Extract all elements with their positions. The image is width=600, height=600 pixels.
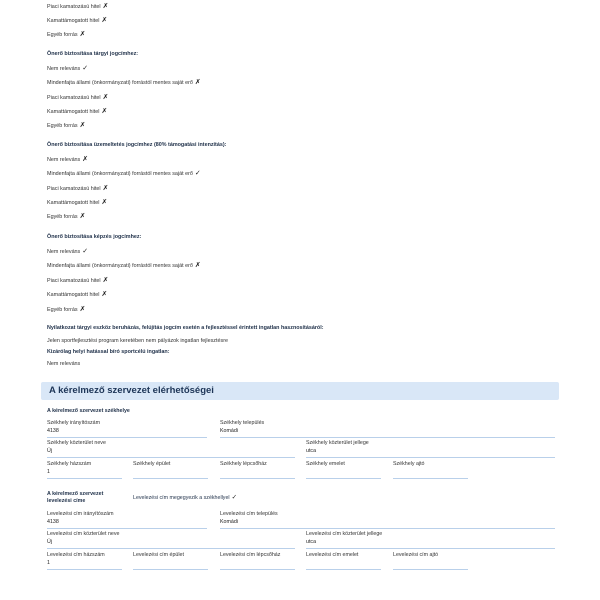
list-item (47, 198, 107, 206)
levelezesi-iranyitoszam-label: Levelezési cím irányítószám (47, 511, 114, 517)
check-icon: ✓ (82, 248, 89, 255)
list-item (47, 184, 109, 192)
cross-icon: ✗ (102, 94, 109, 101)
szekhely-heading: A kérelmező szervezet székhelye (47, 408, 130, 414)
kepzes-heading: Önerő biztosítása képzés jogcímhez: (47, 234, 142, 240)
szekhely-emelet-label: Székhely emelet (306, 461, 345, 467)
szekhely-kozterulet-neve-value[interactable]: Új (47, 448, 53, 454)
list-item (47, 2, 109, 10)
list-item (47, 121, 85, 129)
szekhely-kozterulet-jellege-value[interactable]: utca (306, 448, 317, 454)
cross-icon: ✗ (101, 108, 108, 115)
field-underline (306, 548, 555, 549)
list-item (47, 276, 109, 284)
kizarolag-value: Nem releváns (47, 361, 81, 367)
field-underline (47, 548, 295, 549)
szekhely-lepcsohaz-label: Székhely lépcsőház (220, 461, 267, 467)
list-item (47, 107, 107, 115)
levelezesi-kozterulet-neve-value[interactable]: Új (47, 539, 53, 545)
item-label: Nem releváns (47, 66, 81, 72)
uzemeltetes-heading: Önerő biztosítása üzemeltetés jogcímhez (80% támogatási intenzitás): (47, 142, 227, 148)
field-underline (47, 569, 122, 570)
szekhely-kozterulet-jellege-label: Székhely közterület jellege (306, 440, 369, 446)
szekhely-telepules-label: Székhely település (220, 420, 265, 426)
levelezesi-ajto-label: Levelezési cím ajtó (393, 552, 439, 558)
cross-icon: ✗ (102, 277, 109, 284)
list-item (47, 93, 109, 101)
item-label: Nem releváns (47, 157, 81, 163)
levelezesi-epulet-label: Levelezési cím épület (133, 552, 184, 558)
cross-icon: ✗ (101, 17, 108, 24)
check-icon: ✓ (231, 494, 238, 501)
cross-icon: ✗ (102, 185, 109, 192)
levelezesi-telepules-value[interactable]: Komádi (220, 519, 238, 525)
targyi-heading: Önerő biztosítása tárgyi jogcímhez: (47, 51, 139, 57)
levelezesi-hazszam-value[interactable]: 1 (47, 560, 50, 566)
item-label: Egyéb forrás (47, 214, 78, 220)
list-item (47, 155, 88, 163)
field-underline (47, 528, 207, 529)
list-item (47, 305, 85, 313)
list-item (47, 64, 88, 72)
cross-icon: ✗ (79, 31, 86, 38)
szekhely-hazszam-label: Székhely házszám (47, 461, 92, 467)
check-icon: ✓ (194, 170, 201, 177)
item-label: Piaci kamatozású hitel (47, 4, 101, 10)
item-label: Kamattámogatott hitel (47, 292, 100, 298)
item-label: Egyéb forrás (47, 32, 78, 38)
list-item (47, 169, 201, 177)
list-item (47, 78, 201, 86)
field-underline (47, 478, 122, 479)
item-label: Mindenfajta állami (önkormányzati) forrástól mentes saját erő (47, 263, 193, 269)
szekhely-kozterulet-neve-label: Székhely közterület neve (47, 440, 106, 446)
field-underline (220, 528, 555, 529)
field-underline (306, 478, 381, 479)
item-label: Kamattámogatott hitel (47, 109, 100, 115)
field-underline (47, 437, 207, 438)
nyilatkozat-heading: Nyilatkozat tárgyi eszköz beruházás, felújítás jogcím esetén a fejlesztéssel érintett ingatlan hasznosításáról: (47, 325, 324, 331)
item-label: Mindenfajta állami (önkormányzati) forrástól mentes saját erő (47, 80, 193, 86)
levelezesi-heading: A kérelmező szervezet levelezési címe (47, 491, 104, 504)
szekhely-iranyitoszam-label: Székhely irányítószám (47, 420, 100, 426)
levelezesi-lepcsohaz-label: Levelezési cím lépcsőház (220, 552, 281, 558)
item-label: Egyéb forrás (47, 123, 78, 129)
list-item (47, 247, 88, 255)
item-label: Mindenfajta állami (önkormányzati) forrástól mentes saját erő (47, 171, 193, 177)
cross-icon: ✗ (102, 3, 109, 10)
cross-icon: ✗ (101, 199, 108, 206)
field-underline (220, 569, 295, 570)
cross-icon: ✗ (79, 122, 86, 129)
check-icon: ✓ (82, 65, 89, 72)
szekhely-ajto-label: Székhely ajtó (393, 461, 425, 467)
szekhely-epulet-label: Székhely épület (133, 461, 171, 467)
cross-icon: ✗ (79, 306, 86, 313)
nyilatkozat-value: Jelen sportfejlesztési program keretében nem pályázok ingatlan fejlesztésre (47, 338, 228, 344)
list-item (47, 16, 107, 24)
contacts-banner-title: A kérelmező szervezet elérhetőségei (49, 385, 214, 396)
levelezesi-telepules-label: Levelezési cím település (220, 511, 278, 517)
levelezesi-emelet-label: Levelezési cím emelet (306, 552, 359, 558)
cross-icon: ✗ (194, 79, 201, 86)
kizarolag-heading: Kizárólag helyi hatással bíró sportcélú ingatlan: (47, 349, 170, 355)
levelezesi-iranyitoszam-value[interactable]: 4138 (47, 519, 59, 525)
cross-icon: ✗ (101, 291, 108, 298)
szekhely-iranyitoszam-value[interactable]: 4138 (47, 428, 59, 434)
field-underline (393, 478, 468, 479)
cross-icon: ✗ (79, 213, 86, 220)
list-item (47, 261, 201, 269)
item-label: Kamattámogatott hitel (47, 18, 100, 24)
item-label: Piaci kamatozású hitel (47, 186, 101, 192)
cross-icon: ✗ (194, 262, 201, 269)
field-underline (220, 478, 295, 479)
item-label: Egyéb forrás (47, 307, 78, 313)
cross-icon: ✗ (82, 156, 89, 163)
levelezesi-kozterulet-neve-label: Levelezési cím közterület neve (47, 531, 120, 537)
levelezesi-kozterulet-jellege-value[interactable]: utca (306, 539, 317, 545)
field-underline (47, 457, 295, 458)
levelezesi-same-toggle[interactable] (133, 493, 237, 501)
levelezesi-same-label: Levelezési cím megegyezik a székhellyel (133, 495, 230, 501)
item-label: Kamattámogatott hitel (47, 200, 100, 206)
field-underline (133, 478, 208, 479)
levelezesi-kozterulet-jellege-label: Levelezési cím közterület jellege (306, 531, 383, 537)
list-item (47, 290, 107, 298)
field-underline (133, 569, 208, 570)
field-underline (393, 569, 468, 570)
list-item (47, 212, 85, 220)
szekhely-telepules-value[interactable]: Komádi (220, 428, 238, 434)
field-underline (306, 457, 555, 458)
item-label: Nem releváns (47, 249, 81, 255)
contacts-banner (41, 382, 559, 400)
item-label: Piaci kamatozású hitel (47, 278, 101, 284)
list-item (47, 30, 85, 38)
field-underline (220, 437, 555, 438)
field-underline (306, 569, 381, 570)
levelezesi-hazszam-label: Levelezési cím házszám (47, 552, 105, 558)
item-label: Piaci kamatozású hitel (47, 95, 101, 101)
szekhely-hazszam-value[interactable]: 1 (47, 469, 50, 475)
